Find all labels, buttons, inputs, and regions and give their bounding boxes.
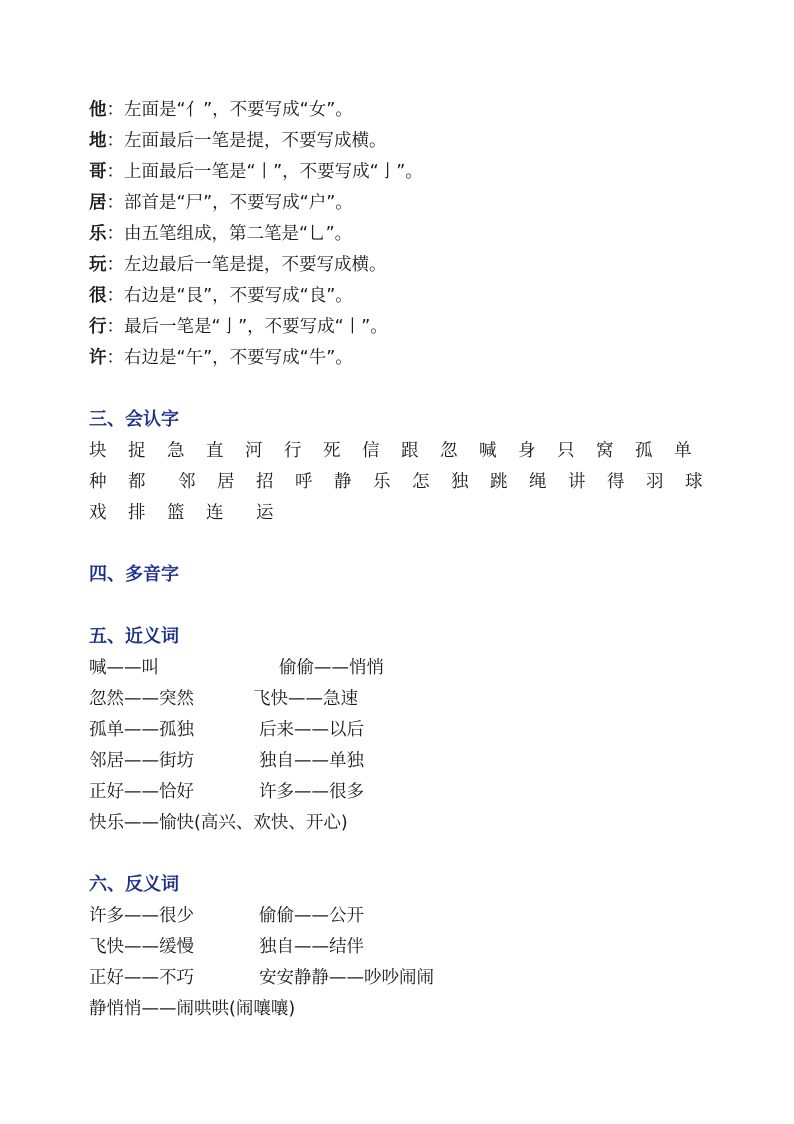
char-item: 河	[245, 441, 263, 461]
synonym-pair: 偷偷——悄悄	[279, 658, 384, 678]
rule-text: ：右边是“艮”，不要写成“良”。	[106, 286, 353, 306]
rule-char: 乐	[89, 224, 107, 244]
rule-line	[89, 129, 387, 153]
char-item: 窝	[596, 441, 614, 461]
synonym-pair: 后来——以后	[259, 720, 364, 740]
char-item: 得	[607, 472, 625, 492]
rule-line	[89, 284, 353, 308]
char-item: 种	[89, 472, 107, 492]
rule-text: ：由五笔组成，第二笔是“乚”。	[106, 224, 353, 244]
antonym-pair: 飞快——缓慢	[89, 937, 194, 957]
rule-text: ：最后一笔是“亅”，不要写成“丨”。	[106, 317, 388, 337]
antonym-pair: 许多——很少	[89, 906, 194, 926]
char-item: 邻	[178, 472, 196, 492]
rule-line	[89, 315, 388, 339]
section-heading-recognize: 三、会认字	[89, 409, 179, 430]
rule-line	[89, 253, 387, 277]
rule-char: 地	[89, 131, 107, 151]
rule-line	[89, 191, 353, 215]
rule-char: 玩	[89, 255, 107, 275]
char-item: 信	[362, 441, 380, 461]
synonym-pair: 飞快——急速	[253, 689, 358, 709]
rule-line	[89, 222, 352, 246]
antonym-pair: 正好——不巧	[89, 968, 194, 988]
antonym-pair: 安安静静——吵吵闹闹	[259, 968, 434, 988]
char-item: 跳	[490, 472, 508, 492]
char-item: 只	[557, 441, 575, 461]
synonym-pair: 正好——恰好	[89, 782, 194, 802]
rule-text: ：上面最后一笔是“丨”，不要写成“亅”。	[106, 162, 423, 182]
char-item: 跟	[401, 441, 419, 461]
rule-line	[89, 346, 353, 370]
rule-char: 许	[89, 348, 107, 368]
section-heading-synonyms: 五、近义词	[89, 626, 179, 647]
char-item: 身	[518, 441, 536, 461]
rule-line	[89, 98, 353, 122]
synonym-pair: 忽然——突然	[89, 689, 194, 709]
char-item: 单	[674, 441, 692, 461]
char-item: 直	[206, 441, 224, 461]
antonym-pair: 静悄悄——闹哄哄(闹嚷嚷)	[89, 999, 296, 1019]
synonym-pair: 孤单——孤独	[89, 720, 194, 740]
char-item: 死	[323, 441, 341, 461]
char-item: 喊	[479, 441, 497, 461]
rule-text: ：左边最后一笔是提，不要写成横。	[106, 255, 387, 275]
section-heading-antonyms: 六、反义词	[89, 874, 179, 895]
char-item: 静	[334, 472, 352, 492]
char-item: 居	[217, 472, 235, 492]
char-item: 戏	[89, 503, 107, 523]
char-item: 连	[206, 503, 224, 523]
rule-char: 居	[89, 193, 107, 213]
rule-char: 很	[89, 286, 107, 306]
rule-text: ：左面最后一笔是提，不要写成横。	[106, 131, 387, 151]
char-item: 运	[256, 503, 274, 523]
char-item: 孤	[635, 441, 653, 461]
char-item: 呼	[295, 472, 313, 492]
rule-line	[89, 160, 423, 184]
antonym-pair: 偷偷——公开	[259, 906, 364, 926]
rule-text: ：左面是“亻”，不要写成“女”。	[106, 100, 353, 120]
char-item: 招	[256, 472, 274, 492]
char-item: 乐	[373, 472, 391, 492]
char-item: 球	[685, 472, 703, 492]
synonym-pair: 喊——叫	[89, 658, 159, 678]
char-item: 独	[451, 472, 469, 492]
rule-char: 行	[89, 317, 107, 337]
char-item: 怎	[412, 472, 430, 492]
section-heading-polyphones: 四、多音字	[89, 564, 179, 585]
rule-char: 他	[89, 100, 107, 120]
char-item: 急	[167, 441, 185, 461]
synonym-pair: 许多——很多	[259, 782, 364, 802]
antonym-pair: 独自——结伴	[259, 937, 364, 957]
char-item: 忽	[440, 441, 458, 461]
synonym-pair: 快乐——愉快(高兴、欢快、开心)	[89, 813, 348, 833]
char-item: 绳	[529, 472, 547, 492]
rule-text: ：右边是“午”，不要写成“牛”。	[106, 348, 353, 368]
char-item: 都	[128, 472, 146, 492]
char-item: 行	[284, 441, 302, 461]
synonym-pair: 独自——单独	[259, 751, 364, 771]
char-item: 讲	[568, 472, 586, 492]
rule-char: 哥	[89, 162, 107, 182]
char-item: 捉	[128, 441, 146, 461]
char-item: 块	[89, 441, 107, 461]
char-item: 排	[128, 503, 146, 523]
char-item: 羽	[646, 472, 664, 492]
char-item: 篮	[167, 503, 185, 523]
rule-text: ：部首是“尸”，不要写成“户”。	[106, 193, 353, 213]
synonym-pair: 邻居——街坊	[89, 751, 194, 771]
